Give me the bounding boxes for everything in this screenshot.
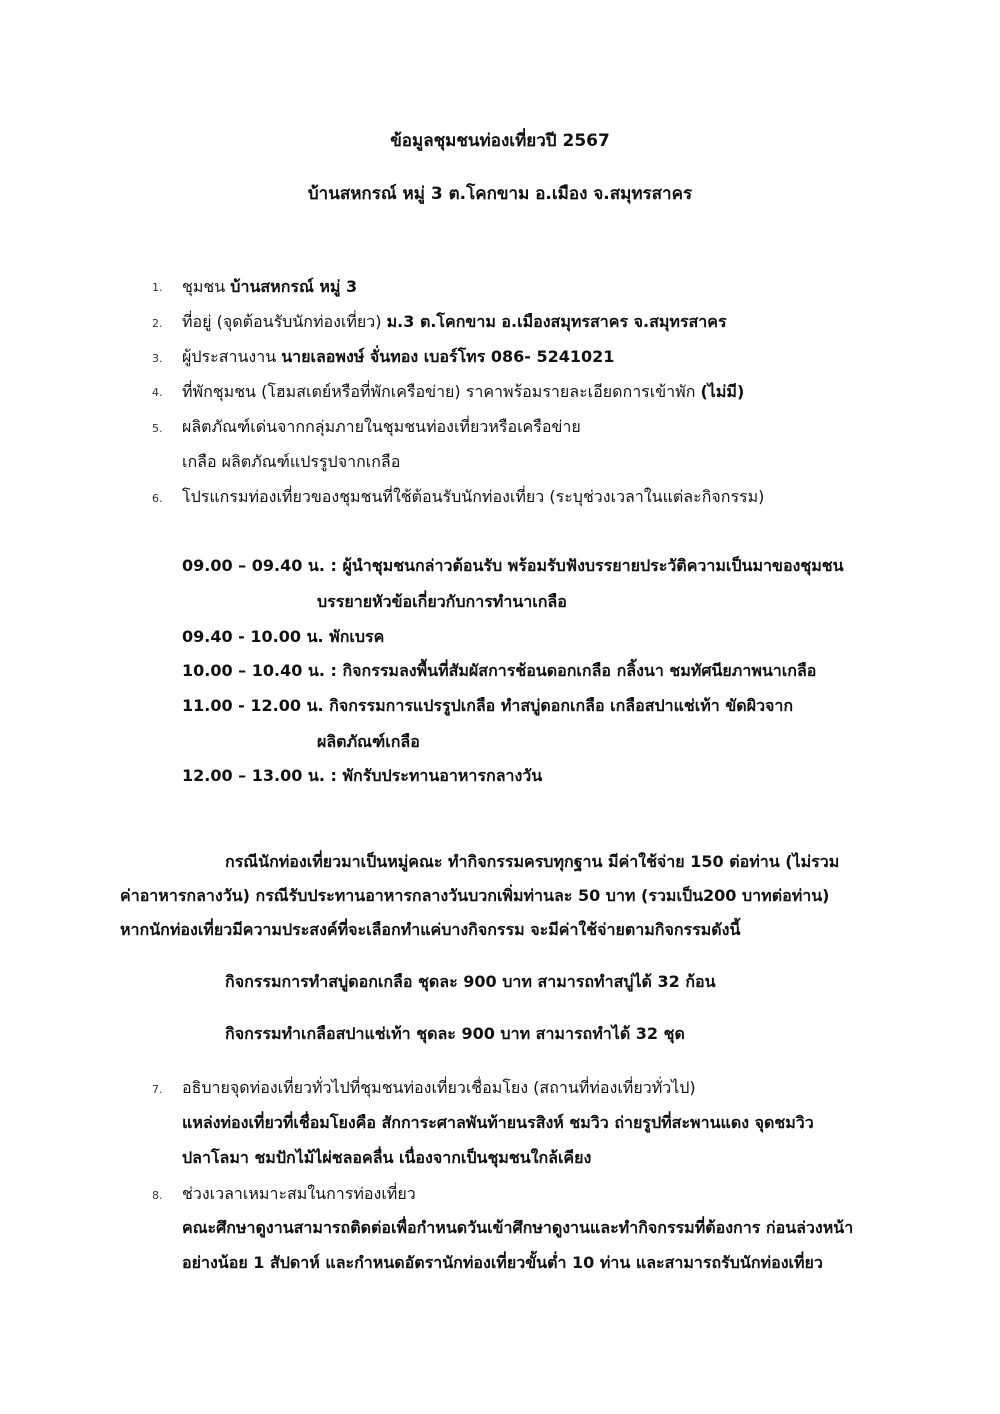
pricing-paragraph-line: ค่าอาหารกลางวัน) กรณีรับประทานอาหารกลางวันบวกเพิ่มท่านละ 50 บาท (รวมเป็น200 บาทต่อท่าน) <box>120 886 830 905</box>
schedule-activity-continued: บรรยายหัวข้อเกี่ยวกับการทำนาเกลือ <box>317 592 567 611</box>
item-value: นายเลอพงษ์ จั่นทอง เบอร์โทร 086- 5241021 <box>281 347 615 366</box>
document-title: ข้อมูลชุมชนท่องเที่ยวปี 2567 <box>390 131 610 151</box>
schedule-activity: ผู้นำชุมชนกล่าวต้อนรับ พร้อมรับฟังบรรยายประวัติความเป็นมาของชุมชน <box>342 556 844 575</box>
item-season-label: ช่วงเวลาเหมาะสมในการท่องเที่ยว <box>182 1184 416 1203</box>
item-value: (ไม่มี) <box>700 382 745 401</box>
item-number: 8. <box>152 1189 163 1202</box>
item-attractions-label: อธิบายจุดท่องเที่ยวทั่วไปที่ชุมชนท่องเที่ยวเชื่อมโยง (สถานที่ท่องเที่ยวทั่วไป) <box>182 1078 696 1097</box>
item-attractions-text: แหล่งท่องเที่ยวที่เชื่อมโยงคือ สักการะศาลพันท้ายนรสิงห์ ชมวิว ถ่ายรูปที่สะพานแดง จุดชมวิว <box>182 1113 814 1132</box>
schedule-time: 12.00 – 13.00 น. : <box>182 766 343 785</box>
schedule-activity: กิจกรรมการแปรรูปเกลือ ทำสบู่ดอกเกลือ เกลือสปาแช่เท้า ขัดผิวจาก <box>329 696 794 715</box>
schedule-row <box>182 764 542 789</box>
document-subtitle: บ้านสหกรณ์ หมู่ 3 ต.โคกขาม อ.เมือง จ.สมุทรสาคร <box>307 184 693 204</box>
pricing-option: กิจกรรมการทำสบู่ดอกเกลือ ชุดละ 900 บาท สามารถทำสบู่ได้ 32 ก้อน <box>225 972 716 991</box>
schedule-activity: กิจกรรมลงพื้นที่สัมผัสการช้อนดอกเกลือ กลิ้งนา ชมทัศนียภาพนาเกลือ <box>342 661 817 680</box>
item-label: ชุมชน <box>182 277 231 296</box>
pricing-paragraph-line: กรณีนักท่องเที่ยวมาเป็นหมู่คณะ ทำกิจกรรมครบทุกฐาน มีค่าใช้จ่าย 150 ต่อท่าน (ไม่รวม <box>225 852 840 871</box>
schedule-activity: พักรับประทานอาหารกลางวัน <box>342 766 543 785</box>
item-community <box>182 275 357 300</box>
schedule-row <box>182 659 816 684</box>
schedule-activity: พักเบรค <box>329 627 385 646</box>
item-program-label: โปรแกรมท่องเที่ยวของชุมชนที่ใช้ต้อนรับนักท่องเที่ยว (ระบุช่วงเวลาในแต่ละกิจกรรม) <box>182 487 765 506</box>
item-season-text: อย่างน้อย 1 สัปดาห์ และกำหนดอัตรานักท่องเที่ยวขั้นต่ำ 10 ท่าน และสามารถรับนักท่องเที่ยว <box>182 1253 823 1272</box>
schedule-time: 10.00 – 10.40 น. : <box>182 661 343 680</box>
schedule-activity-continued: ผลิตภัณฑ์เกลือ <box>317 732 420 751</box>
item-number: 6. <box>152 492 163 505</box>
schedule-row <box>182 625 384 650</box>
item-number: 4. <box>152 386 163 399</box>
schedule-time: 09.40 - 10.00 น. <box>182 627 330 646</box>
item-accommodation <box>182 380 744 405</box>
item-products-detail: เกลือ ผลิตภัณฑ์แปรรูปจากเกลือ <box>182 452 401 471</box>
item-number: 5. <box>152 422 163 435</box>
schedule-row <box>182 554 844 579</box>
item-number: 3. <box>152 352 163 365</box>
item-season-text: คณะศึกษาดูงานสามารถติดต่อเพื่อกำหนดวันเข้าศึกษาดูงานและทำกิจกรรมที่ต้องการ ก่อนล่วงหน้า <box>182 1218 854 1237</box>
item-number: 7. <box>152 1083 163 1096</box>
schedule-time: 09.00 – 09.40 น. : <box>182 556 343 575</box>
item-label: ที่อยู่ (จุดต้อนรับนักท่องเที่ยว) <box>182 312 387 331</box>
item-products-label: ผลิตภัณฑ์เด่นจากกลุ่มภายในชุมชนท่องเที่ยวหรือเครือข่าย <box>182 417 581 436</box>
item-label: ผู้ประสานงาน <box>182 347 282 366</box>
schedule-time: 11.00 - 12.00 น. <box>182 696 330 715</box>
item-address <box>182 310 727 335</box>
item-value: บ้านสหกรณ์ หมู่ 3 <box>230 277 358 296</box>
item-value: ม.3 ต.โคกขาม อ.เมืองสมุทรสาคร จ.สมุทรสาคร <box>386 312 727 331</box>
pricing-paragraph-line: หากนักท่องเที่ยวมีความประสงค์ที่จะเลือกทำแค่บางกิจกรรม จะมีค่าใช้จ่ายตามกิจกรรมดังนี้ <box>120 920 741 939</box>
item-label: ที่พักชุมชน (โฮมสเตย์หรือที่พักเครือข่าย) ราคาพร้อมรายละเอียดการเข้าพัก <box>182 382 701 401</box>
item-number: 2. <box>152 317 163 330</box>
item-attractions-text: ปลาโลมา ชมปักไม้ไผ่ชลอคลื่น เนื่องจากเป็นชุมชนใกล้เคียง <box>182 1148 592 1167</box>
schedule-row <box>182 694 793 719</box>
item-coordinator <box>182 345 614 370</box>
item-number: 1. <box>152 281 163 294</box>
pricing-option: กิจกรรมทำเกลือสปาแช่เท้า ชุดละ 900 บาท สามารถทำได้ 32 ชุด <box>225 1024 685 1043</box>
